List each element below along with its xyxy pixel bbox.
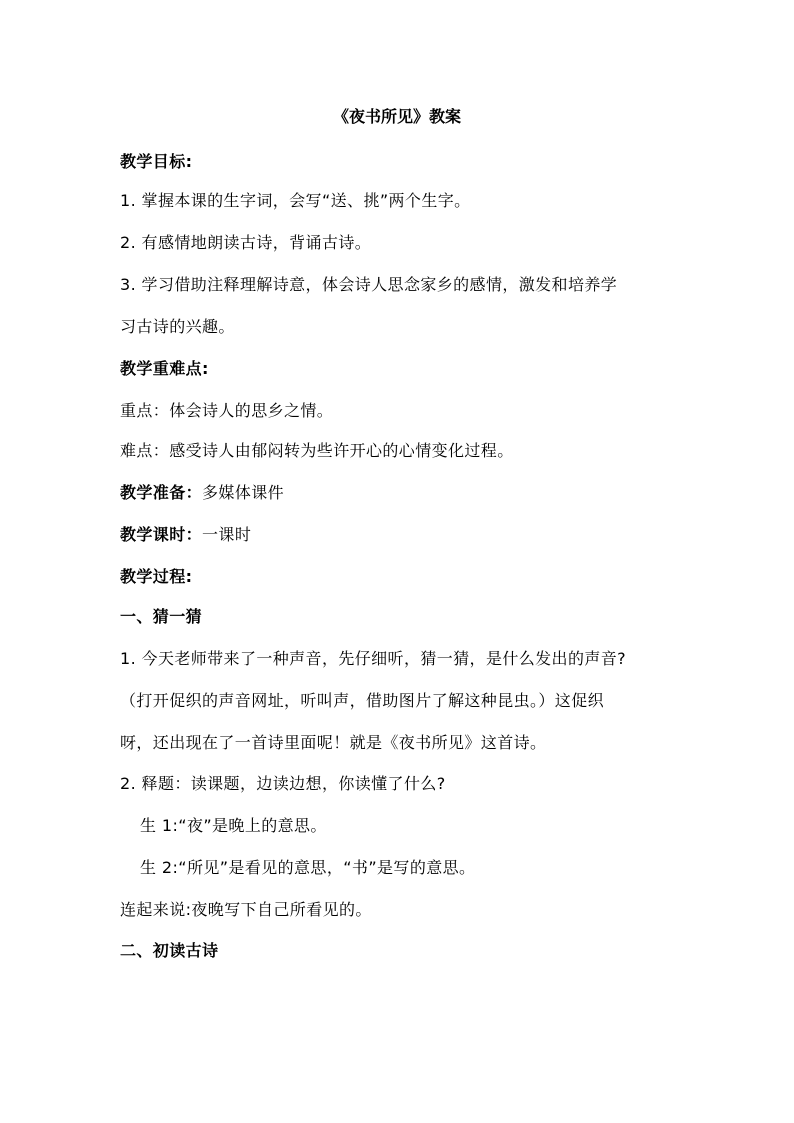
key-point: 重点：体会诗人的思乡之情。 [120,401,334,420]
student-answer-2: 生 2:“所见”是看见的意思，“书”是写的意思。 [140,858,476,877]
part-1-item-1-line-1: 1. 今天老师带来了一种声音，先仔细听，猜一猜，是什么发出的声音? [120,649,627,668]
goal-item-2: 2. 有感情地朗读古诗，背诵古诗。 [120,233,372,252]
process-heading: 教学过程: [120,567,193,586]
difficulty-point: 难点：感受诗人由郁闷转为些许开心的心情变化过程。 [120,441,514,460]
class-hours-value: 一课时 [202,525,252,544]
preparation-label: 教学准备： [120,483,203,502]
document-title: 《夜书所见》教案 [332,107,461,126]
key-points-heading: 教学重难点: [120,359,209,378]
goals-heading: 教学目标: [120,152,193,171]
part-1-heading: 一、猜一猜 [120,607,203,626]
part-1-item-2: 2. 释题：读课题，边读边想，你读懂了什么? [120,774,446,793]
preparation-value: 多媒体课件 [202,483,285,502]
preparation-line [120,482,284,504]
part-1-item-1-line-2: （打开促织的声音网址，听叫声，借助图片了解这种昆虫。）这促织 [120,691,605,710]
goal-item-1: 1. 掌握本课的生字词，会写“送、挑”两个生字。 [120,191,471,210]
part-2-heading: 二、初读古诗 [120,941,219,960]
class-hours-label: 教学课时： [120,525,203,544]
goal-item-3-line-2: 习古诗的兴趣。 [120,317,235,336]
summary-line: 连起来说:夜晚写下自己所看见的。 [120,900,372,919]
class-hours-line [120,524,251,546]
part-1-item-1-line-3: 呀，还出现在了一首诗里面呢！就是《夜书所见》这首诗。 [120,733,547,752]
student-answer-1: 生 1:“夜”是晚上的意思。 [140,816,327,835]
goal-item-3-line-1: 3. 学习借助注释理解诗意，体会诗人思念家乡的感情，激发和培养学 [120,275,618,294]
